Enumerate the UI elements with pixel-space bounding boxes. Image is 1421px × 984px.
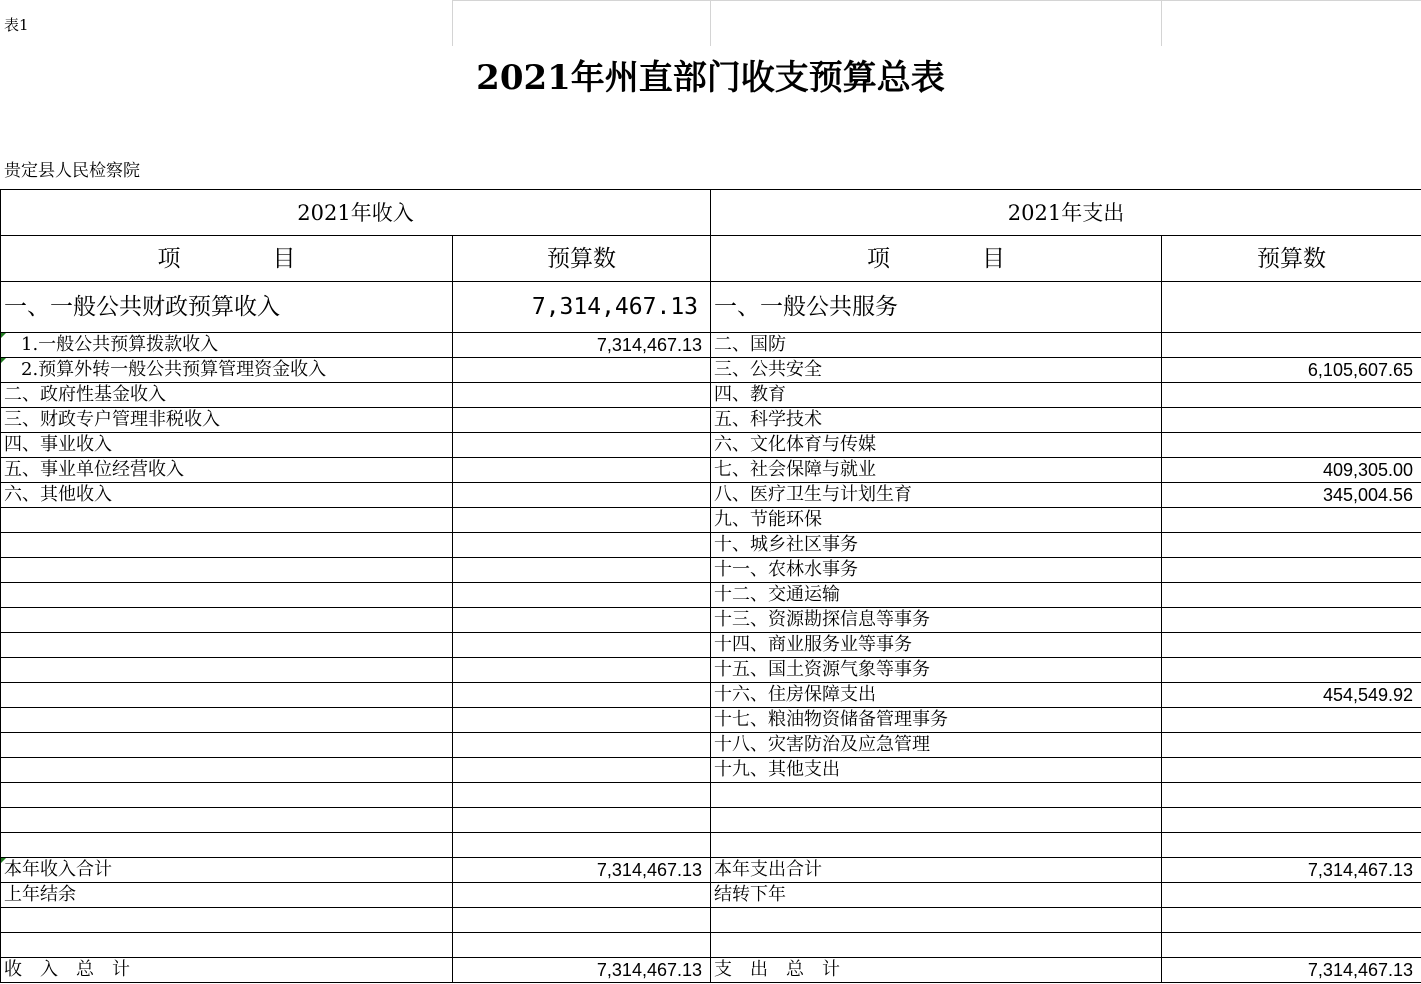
income-item-cell — [1, 733, 453, 758]
expense-item-cell: 十、城乡社区事务 — [711, 533, 1162, 558]
income-item-cell: 四、事业收入 — [1, 433, 453, 458]
sheet-gridline — [452, 0, 1421, 1]
table-row — [1, 408, 1421, 433]
expense-item-cell: 十二、交通运输 — [711, 583, 1162, 608]
expense-item-cell: 七、社会保障与就业 — [711, 458, 1162, 483]
income-item-cell — [1, 583, 453, 608]
table-row — [1, 683, 1421, 708]
income-amount-cell — [453, 483, 711, 508]
income-amount-cell — [453, 658, 711, 683]
expense-amount-cell — [1162, 508, 1421, 533]
income-amount-cell — [453, 383, 711, 408]
income-amount-cell: 7,314,467.13 — [453, 858, 711, 883]
income-item-cell — [1, 758, 453, 783]
income-amount-cell — [453, 508, 711, 533]
income-amount-cell — [453, 908, 711, 933]
income-amount-cell — [453, 558, 711, 583]
expense-item-cell: 三、公共安全 — [711, 358, 1162, 383]
income-item-cell: 六、其他收入 — [1, 483, 453, 508]
expense-amount-cell: 7,314,467.13 — [1162, 958, 1421, 983]
table-row — [1, 833, 1421, 858]
table-row — [1, 783, 1421, 808]
income-item-cell — [1, 783, 453, 808]
expense-item-cell: 支 出 总 计 — [711, 958, 1162, 983]
expense-item-cell — [711, 833, 1162, 858]
table-row — [1, 858, 1421, 883]
expense-amount-cell: 454,549.92 — [1162, 683, 1421, 708]
sheet-gridline — [1161, 0, 1162, 46]
expense-item-cell — [711, 783, 1162, 808]
income-item-header: 项 目 — [1, 236, 453, 282]
table-row — [1, 633, 1421, 658]
expense-item-cell: 十三、资源勘探信息等事务 — [711, 608, 1162, 633]
column-header-row — [1, 236, 1421, 282]
income-section-header: 2021年收入 — [1, 190, 711, 236]
income-amount-cell — [453, 883, 711, 908]
income-amount-cell — [453, 633, 711, 658]
income-amount-cell: 7,314,467.13 — [453, 282, 711, 333]
expense-item-cell: 一、一般公共服务 — [711, 282, 1162, 333]
expense-item-cell: 六、文化体育与传媒 — [711, 433, 1162, 458]
income-amount-cell — [453, 833, 711, 858]
expense-amount-cell — [1162, 533, 1421, 558]
table-row — [1, 583, 1421, 608]
income-amount-cell — [453, 458, 711, 483]
expense-item-cell: 十四、商业服务业等事务 — [711, 633, 1162, 658]
income-item-cell — [1, 908, 453, 933]
table-row — [1, 383, 1421, 408]
expense-amount-cell — [1162, 383, 1421, 408]
expense-item-cell: 十一、农林水事务 — [711, 558, 1162, 583]
income-item-cell — [1, 708, 453, 733]
income-amount-cell — [453, 808, 711, 833]
table-row — [1, 958, 1421, 983]
expense-item-cell — [711, 908, 1162, 933]
expense-item-cell: 九、节能环保 — [711, 508, 1162, 533]
income-item-cell — [1, 558, 453, 583]
income-item-cell: 五、事业单位经营收入 — [1, 458, 453, 483]
income-amount-cell — [453, 933, 711, 958]
income-amount-header: 预算数 — [453, 236, 711, 282]
expense-amount-cell — [1162, 758, 1421, 783]
income-amount-cell — [453, 533, 711, 558]
expense-item-cell: 十七、粮油物资储备管理事务 — [711, 708, 1162, 733]
income-amount-cell — [453, 733, 711, 758]
expense-amount-cell — [1162, 833, 1421, 858]
income-item-cell: 一、一般公共财政预算收入 — [1, 282, 453, 333]
table-row — [1, 933, 1421, 958]
income-amount-cell: 7,314,467.13 — [453, 333, 711, 358]
expense-item-cell: 十五、国土资源气象等事务 — [711, 658, 1162, 683]
expense-item-cell: 十九、其他支出 — [711, 758, 1162, 783]
table-row — [1, 558, 1421, 583]
expense-amount-cell — [1162, 908, 1421, 933]
expense-amount-cell — [1162, 633, 1421, 658]
table-row — [1, 508, 1421, 533]
income-item-cell: 收 入 总 计 — [1, 958, 453, 983]
expense-amount-cell — [1162, 333, 1421, 358]
income-amount-cell: 7,314,467.13 — [453, 958, 711, 983]
expense-amount-cell — [1162, 933, 1421, 958]
expense-amount-cell: 409,305.00 — [1162, 458, 1421, 483]
organization-name: 贵定县人民检察院 — [4, 161, 140, 181]
income-amount-cell — [453, 783, 711, 808]
expense-item-cell: 结转下年 — [711, 883, 1162, 908]
expense-amount-cell — [1162, 733, 1421, 758]
expense-item-cell: 二、国防 — [711, 333, 1162, 358]
table-row — [1, 608, 1421, 633]
page-title: 2021年州直部门收支预算总表 — [476, 58, 945, 98]
expense-amount-cell — [1162, 658, 1421, 683]
expense-amount-cell — [1162, 558, 1421, 583]
income-amount-cell — [453, 683, 711, 708]
income-item-cell: 上年结余 — [1, 883, 453, 908]
table-row — [1, 808, 1421, 833]
expense-item-cell: 本年支出合计 — [711, 858, 1162, 883]
expense-amount-cell — [1162, 708, 1421, 733]
income-item-cell: 二、政府性基金收入 — [1, 383, 453, 408]
expense-amount-cell — [1162, 883, 1421, 908]
sheet-label: 表1 — [4, 16, 29, 34]
expense-amount-cell — [1162, 583, 1421, 608]
table-row — [1, 458, 1421, 483]
expense-item-header: 项 目 — [711, 236, 1162, 282]
income-amount-cell — [453, 608, 711, 633]
expense-amount-header: 预算数 — [1162, 236, 1421, 282]
table-row — [1, 483, 1421, 508]
income-item-cell — [1, 833, 453, 858]
table-row — [1, 908, 1421, 933]
income-item-cell: 2.预算外转一般公共预算管理资金收入 — [1, 358, 453, 383]
expense-amount-cell — [1162, 433, 1421, 458]
expense-item-cell: 十八、灾害防治及应急管理 — [711, 733, 1162, 758]
table-row — [1, 708, 1421, 733]
expense-item-cell: 八、医疗卫生与计划生育 — [711, 483, 1162, 508]
section-header-row — [1, 190, 1421, 236]
table-row — [1, 733, 1421, 758]
expense-amount-cell — [1162, 408, 1421, 433]
expense-item-cell — [711, 933, 1162, 958]
income-amount-cell — [453, 408, 711, 433]
table-row — [1, 758, 1421, 783]
table-row — [1, 883, 1421, 908]
income-item-cell: 本年收入合计 — [1, 858, 453, 883]
income-item-cell — [1, 533, 453, 558]
table-row — [1, 333, 1421, 358]
income-amount-cell — [453, 433, 711, 458]
income-item-cell — [1, 683, 453, 708]
expense-section-header: 2021年支出 — [711, 190, 1421, 236]
income-amount-cell — [453, 583, 711, 608]
table-row — [1, 358, 1421, 383]
expense-amount-cell: 7,314,467.13 — [1162, 858, 1421, 883]
expense-item-cell: 五、科学技术 — [711, 408, 1162, 433]
budget-table — [0, 189, 1421, 983]
income-item-cell — [1, 508, 453, 533]
table-row — [1, 533, 1421, 558]
income-item-cell — [1, 658, 453, 683]
expense-item-cell: 四、教育 — [711, 383, 1162, 408]
income-item-cell — [1, 933, 453, 958]
income-amount-cell — [453, 758, 711, 783]
expense-amount-cell — [1162, 783, 1421, 808]
income-amount-cell — [453, 708, 711, 733]
sheet-gridline — [452, 0, 453, 46]
table-row — [1, 658, 1421, 683]
expense-amount-cell — [1162, 808, 1421, 833]
income-item-cell — [1, 608, 453, 633]
table-row — [1, 433, 1421, 458]
income-item-cell: 三、财政专户管理非税收入 — [1, 408, 453, 433]
table-row — [1, 282, 1421, 333]
income-item-cell — [1, 808, 453, 833]
sheet-gridline — [710, 0, 711, 46]
expense-amount-cell: 345,004.56 — [1162, 483, 1421, 508]
expense-amount-cell — [1162, 282, 1421, 333]
income-amount-cell — [453, 358, 711, 383]
income-item-cell: 1.一般公共预算拨款收入 — [1, 333, 453, 358]
income-item-cell — [1, 633, 453, 658]
expense-item-cell: 十六、住房保障支出 — [711, 683, 1162, 708]
expense-item-cell — [711, 808, 1162, 833]
expense-amount-cell — [1162, 608, 1421, 633]
expense-amount-cell: 6,105,607.65 — [1162, 358, 1421, 383]
